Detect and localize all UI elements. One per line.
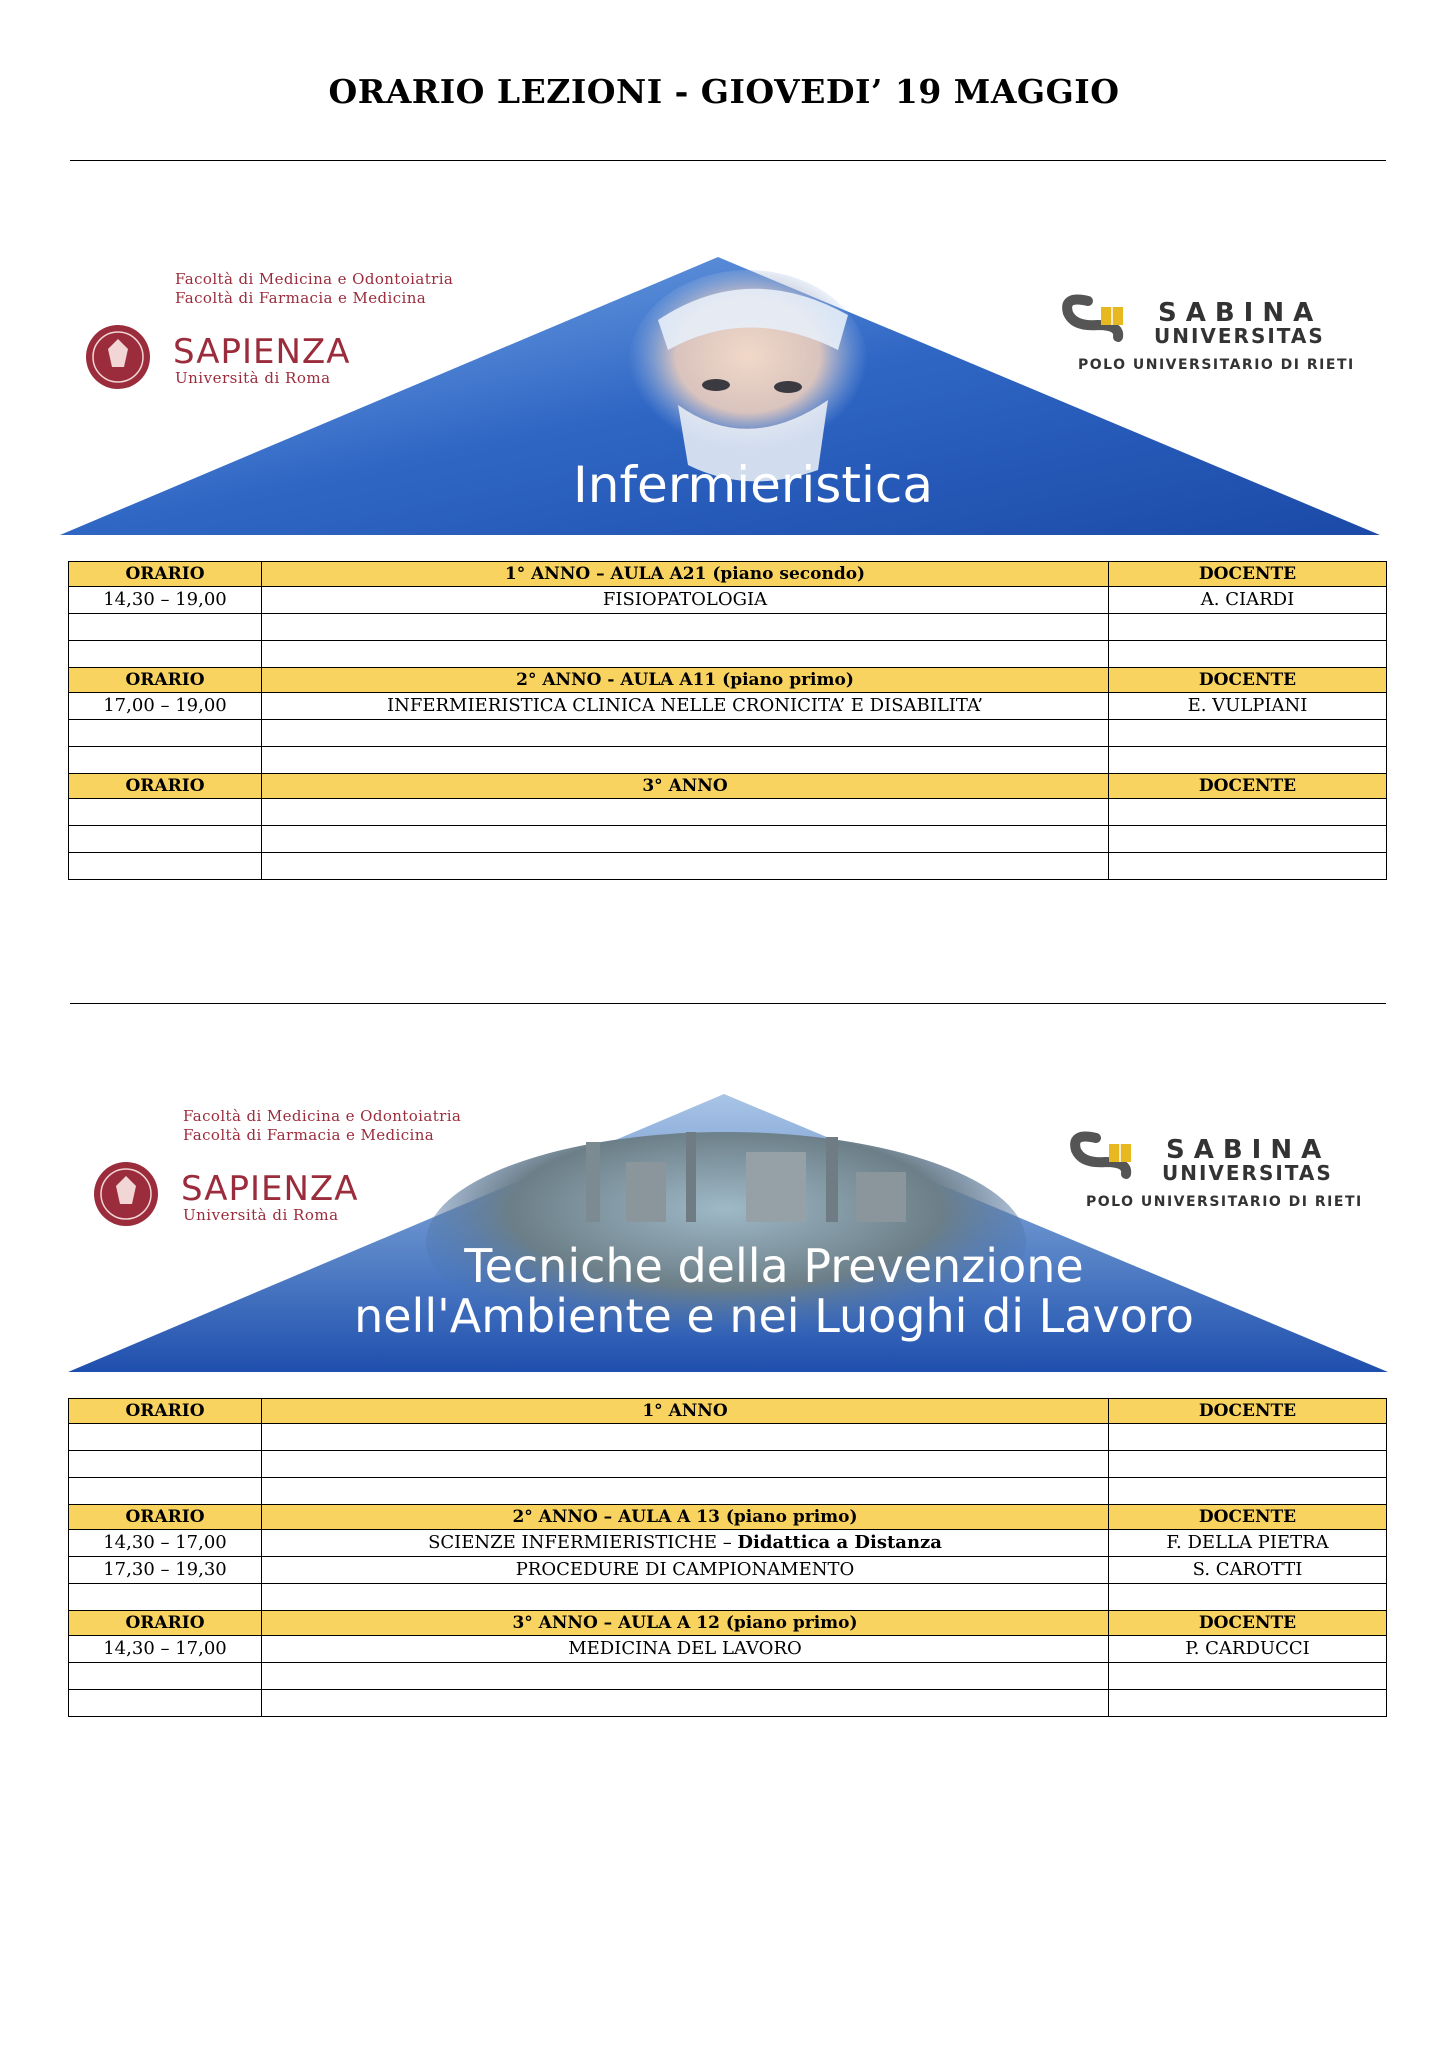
subject-text: MEDICINA DEL LAVORO — [568, 1638, 802, 1659]
orario-cell: 14,30 – 19,00 — [69, 587, 262, 614]
subject-cell — [262, 1636, 1109, 1663]
docente-cell: F. DELLA PIETRA — [1109, 1530, 1387, 1557]
docente-header: DOCENTE — [1109, 1611, 1387, 1636]
orario-cell — [69, 826, 262, 853]
subject-text: SCIENZE INFERMIERISTICHE – — [428, 1532, 738, 1553]
orario-cell — [69, 641, 262, 668]
subject-cell — [262, 720, 1109, 747]
sapienza-name: SAPIENZA — [181, 1169, 359, 1209]
table-row — [69, 826, 1387, 853]
table-row — [69, 1584, 1387, 1611]
table-header-row — [69, 1611, 1387, 1636]
docente-cell — [1109, 1690, 1387, 1717]
subject-text: FISIOPATOLOGIA — [602, 589, 768, 610]
sabina-sub: UNIVERSITAS — [1162, 1161, 1333, 1185]
orario-cell — [69, 747, 262, 774]
banner-course-title: Infermieristica — [573, 456, 933, 514]
orario-cell — [69, 614, 262, 641]
docente-cell — [1109, 614, 1387, 641]
sapienza-logo — [94, 1162, 158, 1226]
subject-cell — [262, 1663, 1109, 1690]
docente-cell — [1109, 853, 1387, 880]
section-title: 2° ANNO - AULA A11 (piano primo) — [262, 668, 1109, 693]
table-row — [69, 693, 1387, 720]
docente-header: DOCENTE — [1109, 562, 1387, 587]
subject-cell — [262, 747, 1109, 774]
subject-cell — [262, 1584, 1109, 1611]
subject-cell — [262, 693, 1109, 720]
sabina-sub: UNIVERSITAS — [1154, 324, 1325, 348]
section-title: 2° ANNO – AULA A 13 (piano primo) — [262, 1505, 1109, 1530]
subject-cell — [262, 799, 1109, 826]
orario-cell: 17,00 – 19,00 — [69, 693, 262, 720]
docente-header: DOCENTE — [1109, 1505, 1387, 1530]
docente-cell — [1109, 1584, 1387, 1611]
section-title: 3° ANNO – AULA A 12 (piano primo) — [262, 1611, 1109, 1636]
table-row — [69, 1530, 1387, 1557]
orario-cell — [69, 1663, 262, 1690]
subject-cell — [262, 1451, 1109, 1478]
subject-cell — [262, 587, 1109, 614]
table-row — [69, 614, 1387, 641]
subject-cell — [262, 826, 1109, 853]
orario-cell: 17,30 – 19,30 — [69, 1557, 262, 1584]
section-title: 1° ANNO — [262, 1399, 1109, 1424]
docente-header: DOCENTE — [1109, 774, 1387, 799]
orario-cell: 14,30 – 17,00 — [69, 1636, 262, 1663]
orario-cell — [69, 799, 262, 826]
docente-cell — [1109, 1478, 1387, 1505]
subject-text: INFERMIERISTICA CLINICA NELLE CRONICITA’ E DISABILITA’ — [386, 695, 984, 716]
subject-bold-text: Didattica a Distanza — [737, 1532, 942, 1553]
docente-cell: A. CIARDI — [1109, 587, 1387, 614]
table-row — [69, 720, 1387, 747]
orario-cell — [69, 1584, 262, 1611]
table-header-row — [69, 774, 1387, 799]
docente-header: DOCENTE — [1109, 668, 1387, 693]
table-header-row — [69, 562, 1387, 587]
table-row — [69, 853, 1387, 880]
subject-cell — [262, 1424, 1109, 1451]
table-row — [69, 747, 1387, 774]
faculty-line-1: Facoltà di Medicina e Odontoiatria — [183, 1107, 462, 1125]
orario-cell: 14,30 – 17,00 — [69, 1530, 262, 1557]
subject-cell — [262, 1530, 1109, 1557]
orario-header: ORARIO — [69, 562, 262, 587]
faculty-line-2: Facoltà di Farmacia e Medicina — [183, 1126, 435, 1144]
table-row — [69, 587, 1387, 614]
orario-cell — [69, 1690, 262, 1717]
table-header-row — [69, 668, 1387, 693]
sapienza-logo — [86, 325, 150, 389]
subject-text: PROCEDURE DI CAMPIONAMENTO — [515, 1559, 855, 1580]
sabina-logo — [1075, 1137, 1131, 1175]
docente-cell — [1109, 641, 1387, 668]
orario-cell — [69, 720, 262, 747]
table-header-row — [69, 1399, 1387, 1424]
table-row — [69, 1451, 1387, 1478]
docente-cell — [1109, 747, 1387, 774]
orario-header: ORARIO — [69, 668, 262, 693]
orario-cell — [69, 1451, 262, 1478]
sabina-logo — [1067, 300, 1123, 338]
sapienza-city: Università di Roma — [183, 1206, 339, 1224]
docente-cell — [1109, 1663, 1387, 1690]
docente-cell — [1109, 1451, 1387, 1478]
sapienza-city: Università di Roma — [175, 369, 331, 387]
subject-cell — [262, 641, 1109, 668]
section-title: 1° ANNO – AULA A21 (piano secondo) — [262, 562, 1109, 587]
subject-cell — [262, 853, 1109, 880]
docente-cell — [1109, 826, 1387, 853]
table-row — [69, 1636, 1387, 1663]
subject-cell — [262, 1478, 1109, 1505]
docente-cell — [1109, 1424, 1387, 1451]
sabina-name: SABINA — [1158, 298, 1323, 328]
subject-cell — [262, 1557, 1109, 1584]
docente-cell: E. VULPIANI — [1109, 693, 1387, 720]
orario-cell — [69, 1424, 262, 1451]
table-row — [69, 1478, 1387, 1505]
banner-course-title-line-1: Tecniche della Prevenzione — [464, 1239, 1084, 1293]
banner-course-title-line-2: nell'Ambiente e nei Luoghi di Lavoro — [354, 1289, 1194, 1343]
sabina-tagline: POLO UNIVERSITARIO DI RIETI — [1078, 357, 1355, 373]
orario-header: ORARIO — [69, 1399, 262, 1424]
orario-header: ORARIO — [69, 774, 262, 799]
schedule-table-infermieristica — [68, 561, 1387, 880]
docente-cell — [1109, 720, 1387, 747]
subject-cell — [262, 614, 1109, 641]
section-title: 3° ANNO — [262, 774, 1109, 799]
docente-cell: P. CARDUCCI — [1109, 1636, 1387, 1663]
docente-cell — [1109, 799, 1387, 826]
table-row — [69, 1663, 1387, 1690]
table-row — [69, 641, 1387, 668]
table-row — [69, 1424, 1387, 1451]
orario-cell — [69, 1478, 262, 1505]
divider-middle — [70, 1003, 1386, 1004]
table-row — [69, 1690, 1387, 1717]
docente-header: DOCENTE — [1109, 1399, 1387, 1424]
orario-header: ORARIO — [69, 1505, 262, 1530]
faculty-line-2: Facoltà di Farmacia e Medicina — [175, 289, 427, 307]
faculty-line-1: Facoltà di Medicina e Odontoiatria — [175, 270, 454, 288]
banner-tecniche-prevenzione — [66, 1092, 1392, 1374]
subject-cell — [262, 1690, 1109, 1717]
orario-header: ORARIO — [69, 1611, 262, 1636]
divider-top — [70, 160, 1386, 161]
table-row — [69, 1557, 1387, 1584]
banner-infermieristica — [58, 255, 1390, 537]
schedule-table-tecniche-prevenzione — [68, 1398, 1387, 1717]
sabina-name: SABINA — [1166, 1135, 1331, 1165]
table-row — [69, 799, 1387, 826]
docente-cell: S. CAROTTI — [1109, 1557, 1387, 1584]
orario-cell — [69, 853, 262, 880]
page-title: ORARIO LEZIONI - GIOVEDI’ 19 MAGGIO — [328, 72, 1120, 111]
table-header-row — [69, 1505, 1387, 1530]
sapienza-name: SAPIENZA — [173, 332, 351, 372]
sabina-tagline: POLO UNIVERSITARIO DI RIETI — [1086, 1194, 1363, 1210]
